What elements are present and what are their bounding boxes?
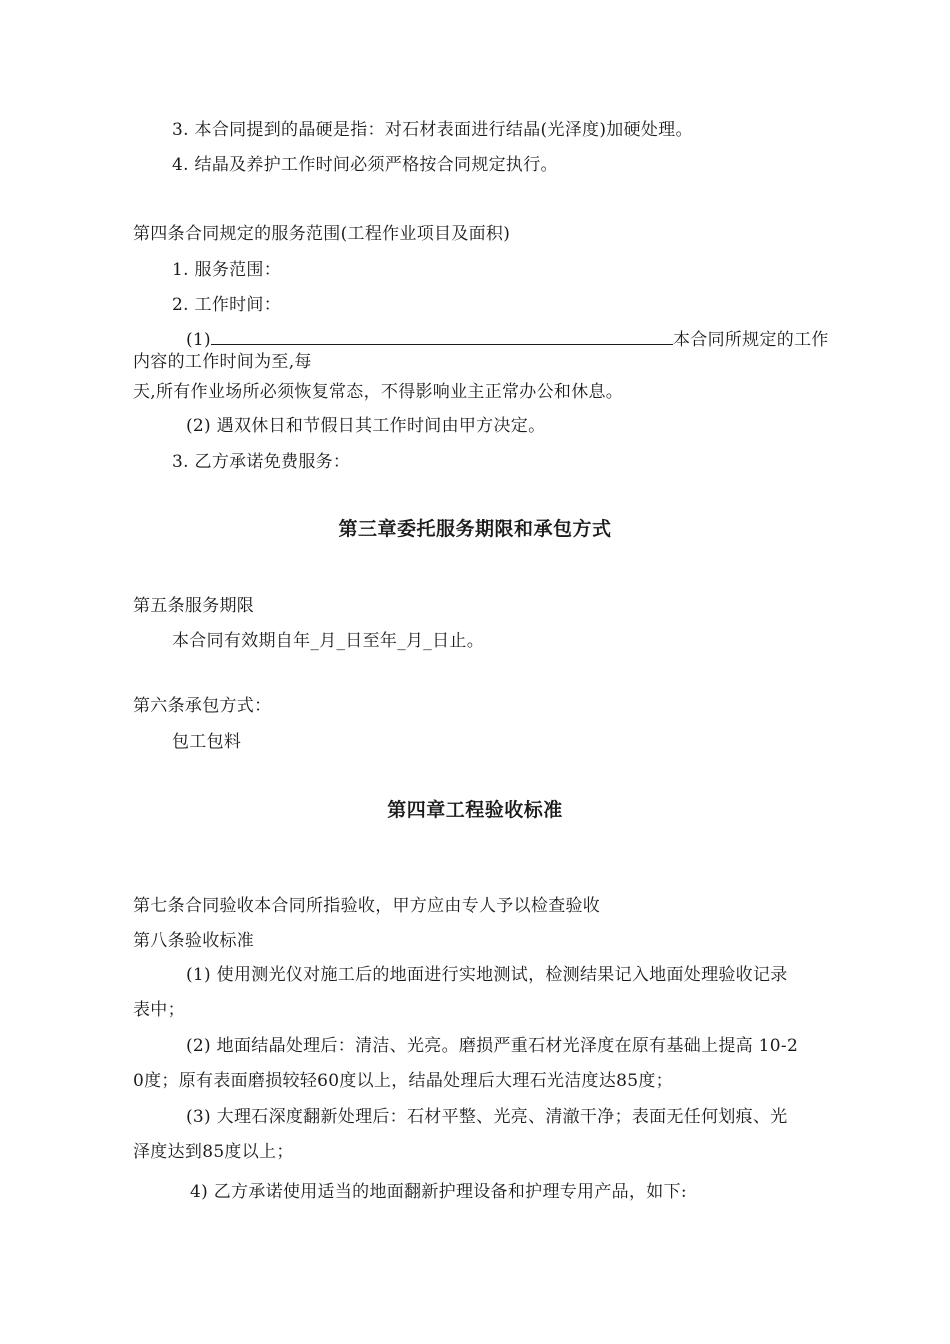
- work-time-sub-2: (2) 遇双休日和节假日其工作时间由甲方决定。: [186, 416, 546, 436]
- article-4-item-1: 1. 服务范围：: [172, 260, 282, 280]
- article-4-title: 第四条合同规定的服务范围(工程作业项目及面积): [133, 224, 511, 244]
- article-5-body: 本合同有效期自年_月_日至年_月_日止。: [172, 631, 484, 651]
- standard-2-line-1: (2) 地面结晶处理后：清洁、光亮。磨损严重石材光泽度在原有基础上提高 10-2: [186, 1036, 799, 1056]
- article-5-title: 第五条服务期限: [133, 596, 255, 616]
- article-7: 第七条合同验收本合同所指验收，甲方应由专人予以检查验收: [133, 896, 601, 916]
- article-6-title: 第六条承包方式：: [133, 696, 272, 716]
- chapter-4-heading: 第四章工程验收标准: [387, 799, 563, 821]
- standard-3-line-1: (3) 大理石深度翻新处理后：石材平整、光亮、清澈干净；表面无任何划痕、光: [186, 1107, 788, 1127]
- sub-1-suffix: 本合同所规定的工作: [672, 330, 829, 350]
- fill-in-blank-line: [211, 327, 673, 345]
- work-time-sub-1: [186, 327, 829, 352]
- clause-item-3: 3. 本合同提到的晶硬是指：对石材表面进行结晶(光泽度)加硬处理。: [172, 120, 693, 140]
- standard-4: 4) 乙方承诺使用适当的地面翻新护理设备和护理专用产品，如下:: [190, 1182, 687, 1202]
- work-time-sub-1-cont-2: 天,所有作业场所必须恢复常态，不得影响业主正常办公和休息。: [133, 382, 624, 402]
- chapter-3-heading: 第三章委托服务期限和承包方式: [338, 518, 612, 540]
- article-4-item-3: 3. 乙方承诺免费服务：: [172, 452, 351, 472]
- standard-1-line-1: (1) 使用测光仪对施工后的地面进行实地测试，检测结果记入地面处理验收记录: [186, 965, 788, 985]
- clause-item-4: 4. 结晶及养护工作时间必须严格按合同规定执行。: [172, 155, 558, 175]
- article-4-item-2: 2. 工作时间：: [172, 295, 282, 315]
- sub-1-prefix: (1): [186, 330, 211, 350]
- article-6-body: 包工包料: [172, 732, 242, 752]
- article-8-title: 第八条验收标准: [133, 931, 255, 951]
- standard-3-line-2: 泽度达到85度以上；: [133, 1142, 294, 1162]
- standard-2-line-2: 0度；原有表面磨损较轻60度以上，结晶处理后大理石光洁度达85度；: [133, 1071, 673, 1091]
- standard-1-line-2: 表中；: [133, 1000, 185, 1020]
- work-time-sub-1-cont-1: 内容的工作时间为至,每: [133, 352, 312, 372]
